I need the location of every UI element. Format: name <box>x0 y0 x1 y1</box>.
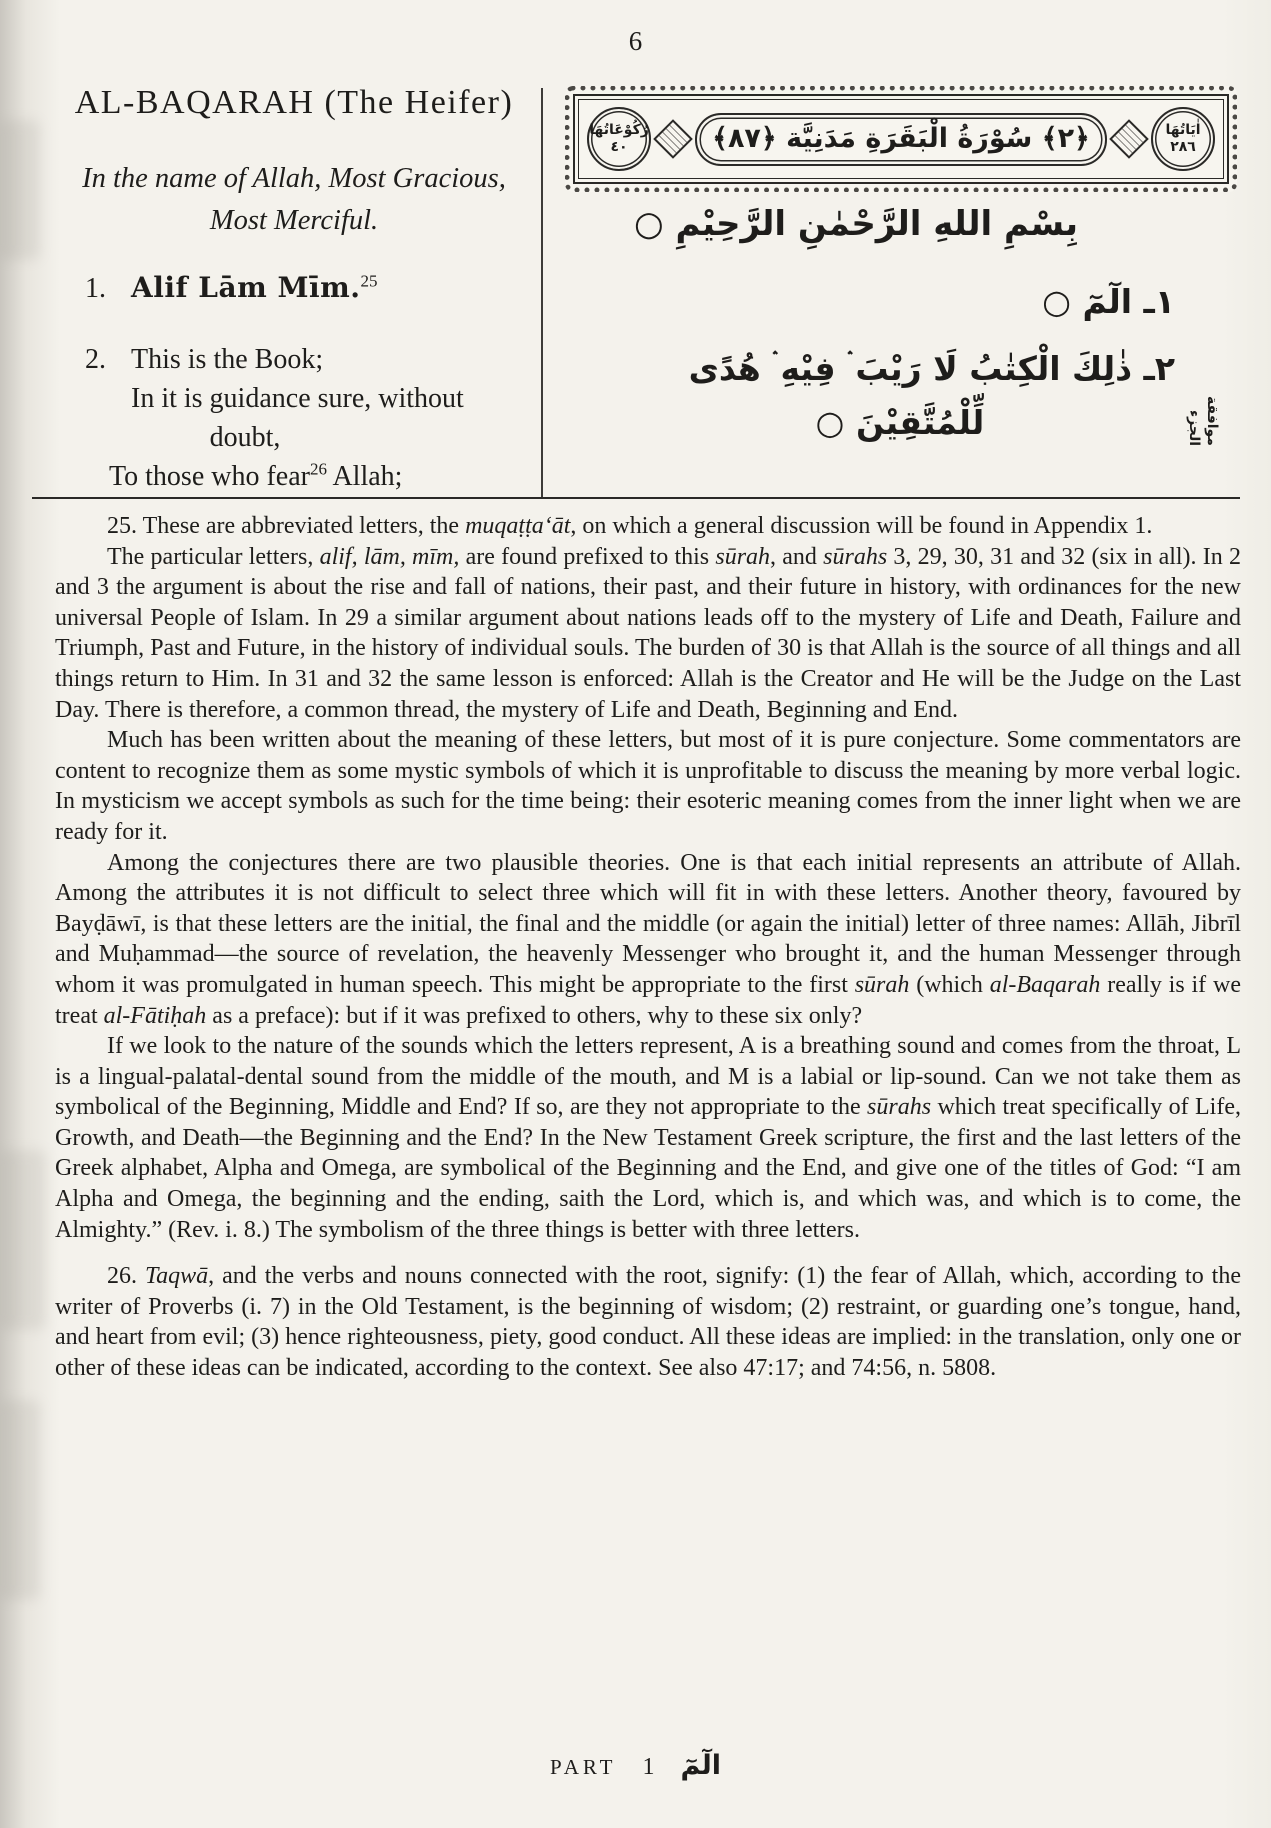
page-footer <box>0 1750 1271 1781</box>
ruku-label: رُكُوْعَاتُهَا <box>589 122 649 138</box>
footnote-ref-26: 26 <box>309 459 327 479</box>
ornament-outer-frame <box>573 94 1229 184</box>
ruku-count-medallion <box>587 107 651 171</box>
verse-2-line3: doubt, <box>209 422 281 453</box>
note-25-paragraph-3: Much has been written about the meaning of these letters, but most of it is pure conjecture. Some commentators are content to recognize them as some mystic symbols of which it is unprofitable to discuss the meaning by more verbal logic. In mysticism we accept symbols as such for the time being: their esoteric meaning comes from the inner light when we are ready for it. <box>55 727 1241 845</box>
verse-2-line4-pre: To those who fear <box>109 461 310 492</box>
juz-margin-note-1: موافقة <box>1204 396 1220 446</box>
note-25-paragraph-5: If we look to the nature of the sounds which the letters represent, A is a breathing sound and comes from the throat, L is a lingual-palatal-dental sound from the middle of the mouth, and M is a labial or lip-sound. Can we not take them as symbolical of the Beginning, Middle and End? If so, are they not appropriate to the sūrahs which treat specifically of Life, Growth, and Death—the Beginning and the End? In the New Testament Greek scripture, the first and the last letters of the Greek alphabet, Alpha and Omega, are symbolical of the Beginning and the End, and give one of the titles of God: “I am Alpha and Omega, the beginning and the ending, saith the Lord, which is, and which was, and which is to come, the Almighty.” (Rev. i. 8.) The symbolism of the three things is better with three letters. <box>55 1033 1241 1243</box>
verse-1-number: 1. <box>85 273 106 304</box>
ayah-2-arabic-line2: لِّلْمُتَّقِيْنَ ○ <box>815 403 985 442</box>
bismillah-arabic: بِسْمِ اللهِ الرَّحْمٰنِ الرَّحِيْمِ ○ <box>633 204 1079 244</box>
verse-2-line1 <box>85 340 545 379</box>
verse-2-line2: In it is guidance sure, without <box>131 383 464 414</box>
ayat-count-medallion <box>1151 107 1215 171</box>
ornament-diamond-icon <box>1109 119 1149 159</box>
surah-title: AL-BAQARAH (The Heifer) <box>74 84 514 121</box>
page-number: 6 <box>628 26 643 56</box>
verse-2-line4 <box>85 457 545 496</box>
verse-1-gothic-text: Alif Lām Mīm. <box>131 271 361 304</box>
section-rule <box>32 497 1240 499</box>
surah-name-cartouche <box>695 113 1107 166</box>
bismillah-english-line1: In the name of Allah, Most Gracious, <box>82 163 506 194</box>
verse-2-number: 2. <box>85 344 106 375</box>
note-25-paragraph-4: Among the conjectures there are two plausible theories. One is that each initial represents an attribute of Allah. Among the attributes it is not difficult to select three which will fit in with these letters. Another theory, favoured by Bayḍāwī, is that these letters are the initial, the final and the middle (or again the initial) letter of three names: Allāh, Jibrīl and Muḥammad—the source of revelation, the heavenly Messenger who brought it, and the human Messenger through whom it was promulgated in human speech. This might be appropriate to the first sūrah (which al-Baqarah really is if we treat al-Fātiḥah as a preface): but if it was prefixed to others, why to these six only? <box>55 849 1241 1029</box>
ornament-diamond-icon <box>653 119 693 159</box>
ornament-inner-frame <box>578 99 1224 179</box>
juz-margin-note-2: الجزء <box>1186 409 1202 446</box>
bismillah-english-line2: Most Merciful. <box>209 205 379 236</box>
verse-2-english <box>85 340 545 496</box>
part-number: 1 <box>642 1754 655 1780</box>
commentary-notes <box>55 511 1241 1384</box>
bismillah-english <box>55 158 533 242</box>
english-column <box>55 84 533 242</box>
ayah-2-arabic <box>565 342 1175 450</box>
surah-name-arabic: ﴿٢﴾ سُوْرَةُ الْبَقَرَةِ مَدَنِيَّة ﴿٨٧﴾ <box>712 122 1090 154</box>
juz-margin-note <box>1186 296 1220 446</box>
scan-artifact <box>0 1150 46 1330</box>
ayat-label: اٰيَاتُهَا <box>1165 122 1201 138</box>
verse-2-line4-post: Allah; <box>332 461 403 492</box>
scan-artifact <box>0 120 40 260</box>
ayat-count: ٢٨٦ <box>1170 139 1196 155</box>
ayah-1-arabic: ١ـ الٓمٓ ○ <box>1042 282 1175 321</box>
surah-ornament-banner <box>565 86 1237 192</box>
part-label: PART <box>549 1755 617 1779</box>
ruku-count: ٤٠ <box>610 139 628 155</box>
note-25-paragraph-2: The particular letters, alif, lām, mīm, are found prefixed to this sūrah, and sūrahs 3, 29, 30, 31 and 32 (six in all). In 2 and 3 the argument is about the rise and fall of nations, their past, and their future in history, with ordinances for the new universal People of Islam. In 29 a similar argument about nations leads off to the mystery of Life and Death, Failure and Triumph, Past and Future, in the history of individual souls. The burden of 30 is that Allah is the source of all things and all things return to Him. In 31 and 32 the same lesson is enforced: Allah is the Creator and He will be the Judge on the Last Day. There is therefore, a common thread, the mystery of Life and Death, Beginning and End. <box>55 543 1241 723</box>
note-26-paragraph: 26. Taqwā, and the verbs and nouns connected with the root, signify: (1) the fear of Allah, which, according to the writer of Proverbs (i. 7) in the Old Testament, is the beginning of wisdom; (2) restraint, or guarding one’s tongue, hand, and heart from evil; (3) hence righteousness, piety, good conduct. All these ideas are implied: in the translation, only one or other of these ideas can be indicated, according to the context. See also 47:17; and 74:56, n. 5808. <box>55 1263 1241 1382</box>
scan-artifact <box>0 1400 40 1600</box>
ayah-2-arabic-line1: ٢ـ ذٰلِكَ الْكِتٰبُ لَا رَيْبَ ۛ فِيْهِ ۛ هُدًى <box>688 349 1175 388</box>
verse-1-english <box>85 268 530 308</box>
verse-2-line1-text: This is the Book; <box>131 344 324 375</box>
note-25-paragraph-1: 25. These are abbreviated letters, the muqaṭṭaʻāt, on which a general discussion will be found in Appendix 1. <box>107 513 1153 539</box>
part-arabic-title: الٓمٓ <box>680 1750 722 1781</box>
footnote-ref-25: 25 <box>360 271 378 291</box>
column-divider <box>541 88 543 497</box>
